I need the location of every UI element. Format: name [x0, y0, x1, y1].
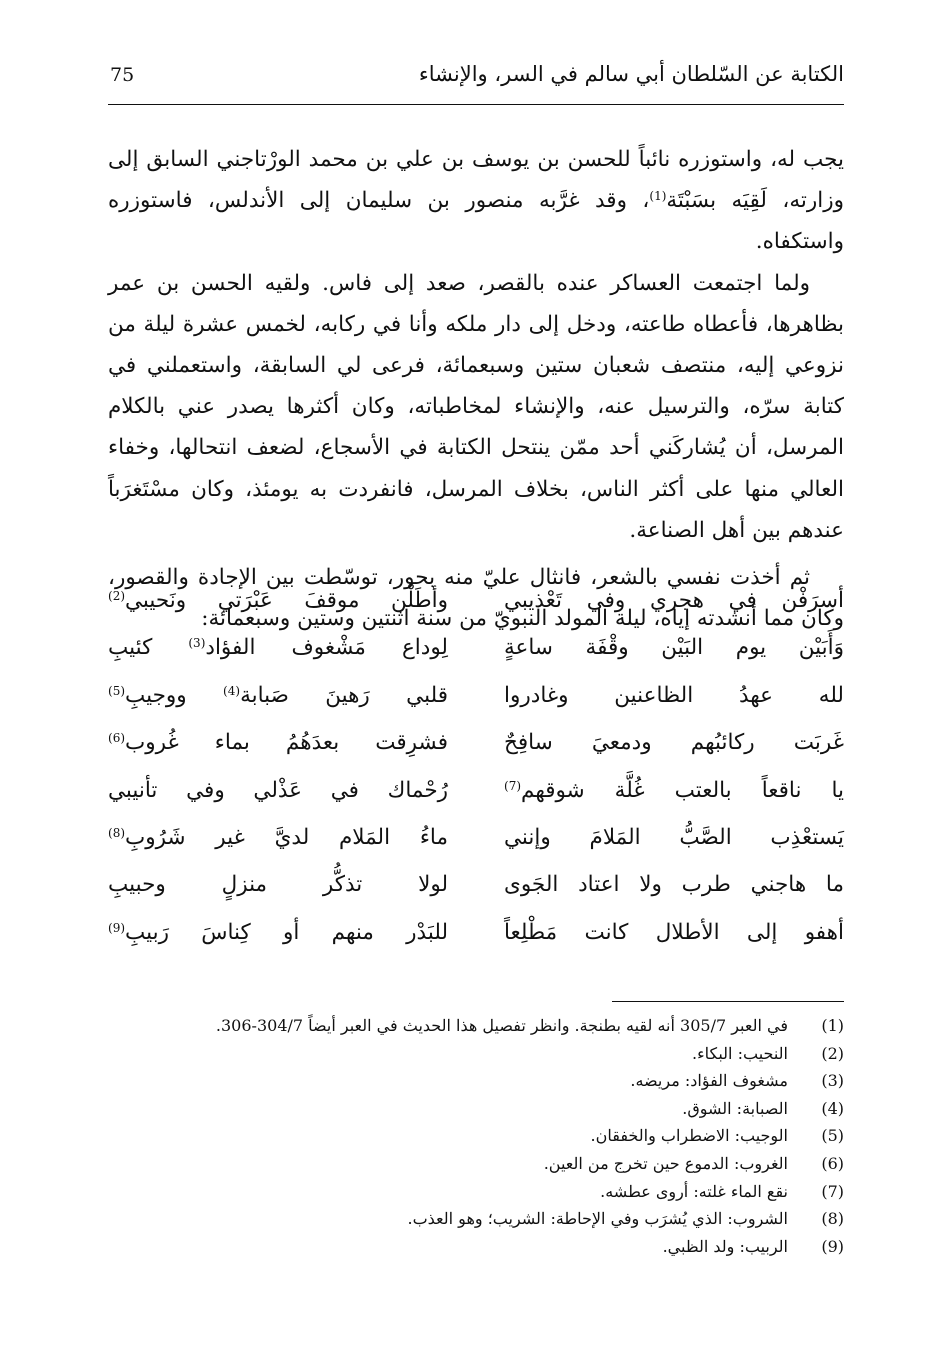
body-text: [108, 139, 844, 639]
paragraph-2: ولما اجتمعت العساكر عنده بالقصر، صعد إلى فاس. ولقيه الحسن بن عمر بظاهرها، فأعطاه طاعته، ودخل إلى دار ملكه وأنا في ركابه، لخمس عشرة ليلة من نزوعي إليه، منتصف شعبان ستين وسبعمائة، فرعى لي السابقة، واستعملني في كتابة سرّه، والترسيل عنه، والإنشاء لمخاطباته، وكان أكثرها يصدر عني بالكلام المرسل، أن يُشاركَني أحد ممّن ينتحل الكتابة في الأسجاع، لضعف انتحالها، وخفاء العالي منها على أكثر الناس، بخلاف المرسل، فانفردت به يومئذ، وكان مسْتَغرَباً عندهم بين أهل الصناعة.: [108, 270, 844, 543]
footnote-ref-8: (8): [108, 825, 126, 840]
verse-line: [108, 683, 844, 730]
first-hemistich: غَربَت ركائبُهم ودمعيَ سافِحٌ: [504, 730, 844, 756]
paragraph-3: ثم أخذت نفسي بالشعر، فانثال عليّ منه بحور، توسّطت بين الإجادة والقصور، وكان مما أنشدته إياه، ليلة المولد النبويّ من سنة اثنتين وستين وسبعمائة:: [108, 565, 844, 632]
verse-line: [108, 825, 844, 872]
footnote: (6) الغروب: الدموع حين تخرج من العين.: [543, 1153, 844, 1173]
footnote: (7) نقع الماء غلته: أروى عطشه.: [600, 1181, 844, 1201]
header-rule: [108, 104, 844, 105]
running-title: الكتابة عن السّلطان أبي سالم في السر، والإنشاء: [418, 62, 844, 86]
second-hemistich: قلبي رَهينَ صَبابة$^{(4)}$ ووجيبِ$^{(5)}$: [108, 682, 448, 708]
verse-line: [108, 730, 844, 777]
second-hemistich: للبَدْر منهم أو كِناسَ رَبيبِ$^{(9)}$: [108, 919, 448, 945]
footnote: (8) الشروب: الذي يُشرَب وفي الإحاطة: الشريب؛ وهو العذب.: [407, 1209, 844, 1229]
running-header: [108, 62, 844, 96]
verse-line: [108, 778, 844, 825]
second-hemistich: ماءُ المَلام لديَّ غير شَرُوبِ$^{(8)}$: [108, 824, 448, 850]
second-hemistich: فشرِقت بعدَهُمُ بماء غُروب$^{(6)}$: [108, 730, 448, 756]
first-hemistich: يَستعْذِب الصَّبُّ المَلامَ وإنني: [504, 824, 844, 850]
verse-line: [108, 588, 844, 635]
footnote-ref-3: (3): [188, 636, 206, 651]
first-hemistich: لله عهدُ الظاعنين وغادروا: [504, 682, 844, 708]
footnote-ref-7: (7): [504, 778, 522, 793]
paragraph-1: يجب له، واستوزره نائباً للحسن بن يوسف بن علي بن محمد الورْتاجني السابق إلى وزارته، لَقِيَه بسَبْتَة$^{(1)}$، وقد غرَّبه منصور بن سليمان إلى الأندلس، فاستوزره واستكفاه.: [108, 147, 844, 255]
footnote-ref-2: (2): [108, 589, 126, 603]
footnote: (3) مشغوف الفؤاد: مريضه.: [630, 1071, 844, 1091]
footnote: (1) في العبر 305/7 أنه لقيه بطنجة. وانظر تفصيل هذا الحديث في العبر أيضاً 304/7-306.: [215, 1016, 844, 1035]
second-hemistich: لِوداع مَشْغوف الفؤاد$^{(3)}$ كئيبِ: [108, 635, 448, 661]
verse-line: [108, 872, 844, 919]
first-hemistich: يا ناقعاً بالعتب غُلَّة شوقهم$^{(7)}$: [504, 777, 844, 803]
first-hemistich: وَأَبَيْن يوم البَيْن وقْفَة ساعةٍ: [504, 635, 844, 661]
footnote-ref-1: (1): [649, 189, 667, 204]
first-hemistich: ما هاجني طرب ولا اعتاد الجَوى: [504, 872, 844, 898]
footnote-ref-9: (9): [108, 920, 126, 935]
poem: [108, 588, 844, 967]
footnote: (2) النحيب: البكاء.: [692, 1043, 844, 1063]
first-hemistich: أهفو إلى الأطلال كانت مَطْلِعاً: [504, 919, 844, 945]
footnote-rule: [612, 1001, 844, 1002]
footnote: (5) الوجيب: الاضطراب والخفقان.: [590, 1126, 844, 1146]
first-hemistich: أسرَفْن في هجري وفي تَعْذيبي: [504, 588, 844, 613]
second-hemistich: لولا تذكُّر منزلٍ وحبيبِ: [108, 872, 448, 898]
footnote: (4) الصبابة: الشوق.: [682, 1098, 844, 1118]
verse-line: [108, 920, 844, 967]
second-hemistich: رُحْماك في عَذْلي وفي تأنيبي: [108, 777, 448, 803]
footnote: (9) الربيب: ولد الظبي.: [662, 1236, 844, 1256]
verse-line: [108, 635, 844, 682]
footnote-ref-4: (4): [223, 683, 241, 698]
page-number: 75: [110, 64, 135, 86]
footnote-ref-5: (5): [108, 683, 126, 698]
second-hemistich: وأطَلْن موقفَ عَبْرَتي ونَحيبي$^{(2)}$: [108, 588, 448, 613]
footnotes: [150, 1016, 844, 1264]
footnote-ref-6: (6): [108, 731, 126, 746]
